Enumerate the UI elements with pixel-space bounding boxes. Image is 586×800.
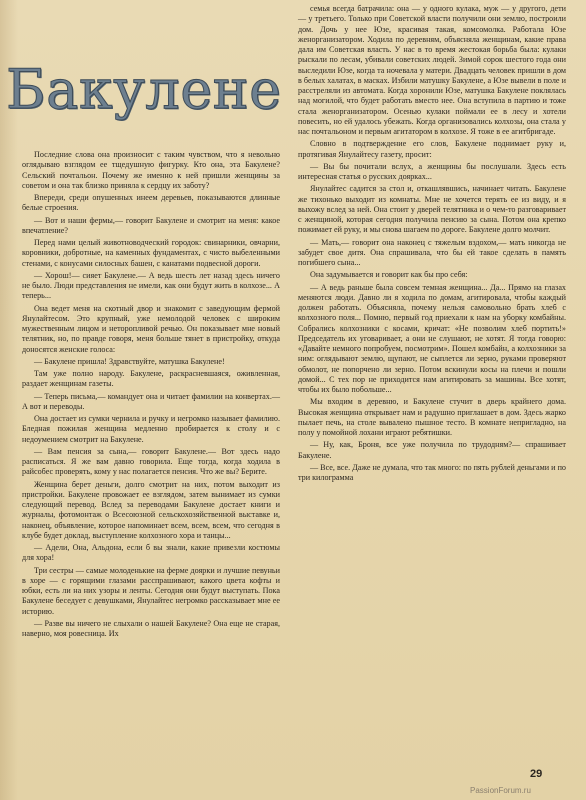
- article-title: Бакулене: [6, 58, 282, 121]
- paragraph: Она ведет меня на скотный двор и знакомит с заведующим фермой Янулайтесом. Это крупный, уже немолодой человек с широким мужественным лицом и неторопливой речью. Он показывает мне новый телятник, но, по правде говоря, меня больше тянет в пристройку, откуда доносятся женские голоса:: [22, 303, 280, 354]
- paragraph: Словно в подтверждение его слов, Бакулене поднимает руку и, протягивая Янулайтесу газету, просит:: [298, 139, 566, 159]
- paragraph: Перед нами целый животноводческий городок: свинарники, овчарни, коровники, добротные, на каменных фундаментах, с чисто выбеленными стенами, с конусами силосных башен, с канатами подвесной дороги.: [22, 238, 280, 268]
- paragraph: — Теперь письма,— командует она и читает фамилии на конвертах.— А вот и переводы.: [22, 391, 280, 411]
- right-text-column: [298, 4, 566, 483]
- paragraph: семья всегда батрачила: она — у одного кулака, муж — у другого, дети — у третьего. Только при Советской власти получили они землю, построили дом. Дочь у нее Юзе, красивая такая, комсомолка. Работала Юзе женорганизатором. Ходила по деревням, объясняла женщинам, какие права дала им Советская власть. У нас в то время жестокая борьба была: кулаки рыскали по лесам, убивали советских людей. Зимой сорок шестого года они выследили Юзе, когда та ночевала у матери. Двадцать человек пришли в дом в белых халатах, в масках. Избили матушку Бакулене, а Юзе вывели в поле и расстреляли из автомата. Когда хоронили Юзе, матушка Бакулене поклялась над могилой, что будет работать вместо нее. Она вступила в партию и тоже стала женорганизатором. Осенью кулаки поймали ее в лесу и хотели повесить, но ей удалось убежать. Когда организовались колхозы, она стала у нас почтальоном и первым агитатором в колхозе. Я тоже в ее агитбригаде.: [298, 4, 566, 136]
- paragraph: Последние слова она произносит с таким чувством, что я невольно оглядываю взглядом ее тщедушную фигурку. Кто она, эта Бакулене? Сельский почтальон. Почему же именно к ней пришли женщины за советом и она так близко приняла к сердцу их заботу?: [22, 150, 280, 190]
- paragraph: — Вот и наши фермы,— говорит Бакулене и смотрит на меня: какое впечатление?: [22, 215, 280, 235]
- paragraph: — Хорош!— сияет Бакулене.— А ведь шесть лет назад здесь ничего не было. Люди представления не имели, как они будут жить в колхозе... А теперь...: [22, 270, 280, 301]
- paragraph: — А ведь раньше была совсем темная женщина... Да... Прямо на глазах меняются люди. Давно ли я ходила по домам, агитировала, чтобы каждый должен работать. Объясняла, почему нельзя самовольно брать хлеб с колхозного поля... Помню, первый год приехали к нам на уборку комбайны. Собрались колхозники с косами, кричат: «Не позволим хлеб портить!» Председатель их уговаривает, а они не слушают, не хотят. Я тогда говорю: «Давайте немного попробуем, посмотрим». Пошел комбайн, а колхозники за ним: оглядывают землю, щупают, не сыплется ли зерно, руками проверяют обмолот, не попорчено ли зерно. Потом вскинули косы на плечи и пошли домой... С тех пор не приходится нам агитировать за машины. Все хотят, чтобы их было побольше...: [298, 282, 566, 394]
- paragraph: Мы входим в деревню, и Бакулене стучит в дверь крайнего дома. Высокая женщина открывает нам и радушно приглашает в дом. Здесь жарко пылает печь, на столе вывалено пышное тесто. В комнате непригладно, на полу у помойной лохани играют ребятишки.: [298, 397, 566, 437]
- left-text-column: [22, 150, 280, 639]
- paragraph: — Бакулене пришла! Здравствуйте, матушка Бакулене!: [34, 356, 225, 366]
- paragraph: Она задумывается и говорит как бы про себя:: [310, 270, 468, 280]
- paragraph: — Все, все. Даже не думала, что так много: по пять рублей деньгами и по три килограмма: [298, 462, 566, 482]
- page-number: 29: [530, 768, 543, 780]
- paragraph: Впереди, среди опушенных инеем деревьев, показываются длинные белые строения.: [22, 193, 280, 213]
- paragraph: — Вы бы почитали вслух, а женщины бы послушали. Здесь есть интересная статья о русских доярках...: [298, 161, 566, 181]
- paragraph: — Разве вы ничего не слыхали о нашей Бакулене? Она еще не старая, наверно, моя ровесница. Их: [22, 618, 280, 638]
- paragraph: — Адели, Она, Альдона, если б вы знали, какие привезли костюмы для хора!: [22, 543, 280, 563]
- paragraph: Три сестры — самые молоденькие на ферме доярки и лучшие певуньи в хоре — с горящими глазами расспрашивают, какого цвета кофты и юбки, есть ли на них узоры и ленты. Сегодня они будут выступать. Пока Бакулене беседует с девушками, Янулайтес негромко рассказывает мне ее историю.: [22, 565, 280, 616]
- paragraph: Она достает из сумки чернила и ручку и негромко называет фамилию. Бледная пожилая женщина медленно пробирается к столу и с недоумением смотрит на Бакулене.: [22, 414, 280, 444]
- paragraph: — Мать,— говорит она наконец с тяжелым вздохом,— мать никогда не забудет свое дитя. Она спрашивала, что бы ей такое сделать в память погибшего сына...: [298, 237, 566, 267]
- paragraph: Там уже полно народу. Бакулене, раскрасневшаяся, оживленная, раздает женщинам газеты.: [22, 369, 280, 389]
- paragraph: — Вам пенсия за сына,— говорит Бакулене.— Вот здесь надо расписаться. Я же вам давно говорила. Еще тогда, когда ходила в райсобес проверять, кому у нас полагается пенсия. Что же вы? Берите.: [22, 446, 280, 477]
- paragraph: — Ну, как, Броня, все уже получила по трудодням?— спрашивает Бакулене.: [298, 440, 566, 460]
- watermark: PassionForum.ru: [470, 786, 531, 795]
- paragraph: Женщина берет деньги, долго смотрит на них, потом выходит из пристройки. Бакулене провожает ее взглядом, затем вынимает из сумки следующий перевод. Вслед за переводами Бакулене достает книги и журналы, фотомонтаж о Всесоюзной сельскохозяйственной выставке и, наконец, объявление, которое напоминает всем, всем, всем, что сегодня в клубе будет доклад, выступление колхозного хора и танцы...: [22, 479, 280, 540]
- paragraph: Янулайтес садится за стол и, откашлявшись, начинает читать. Бакулене же тихонько выходит из комнаты. Мне не хочется терять ее из виду, и я выхожу вслед за ней. Она стоит у дверей телятника и о чем-то разговаривает с женщиной, которая сегодня получила пенсию за сына. Потом она крепко пожимает ей руку, и мы снова шагаем по дороге. Бакулене долго молчит.: [298, 184, 566, 235]
